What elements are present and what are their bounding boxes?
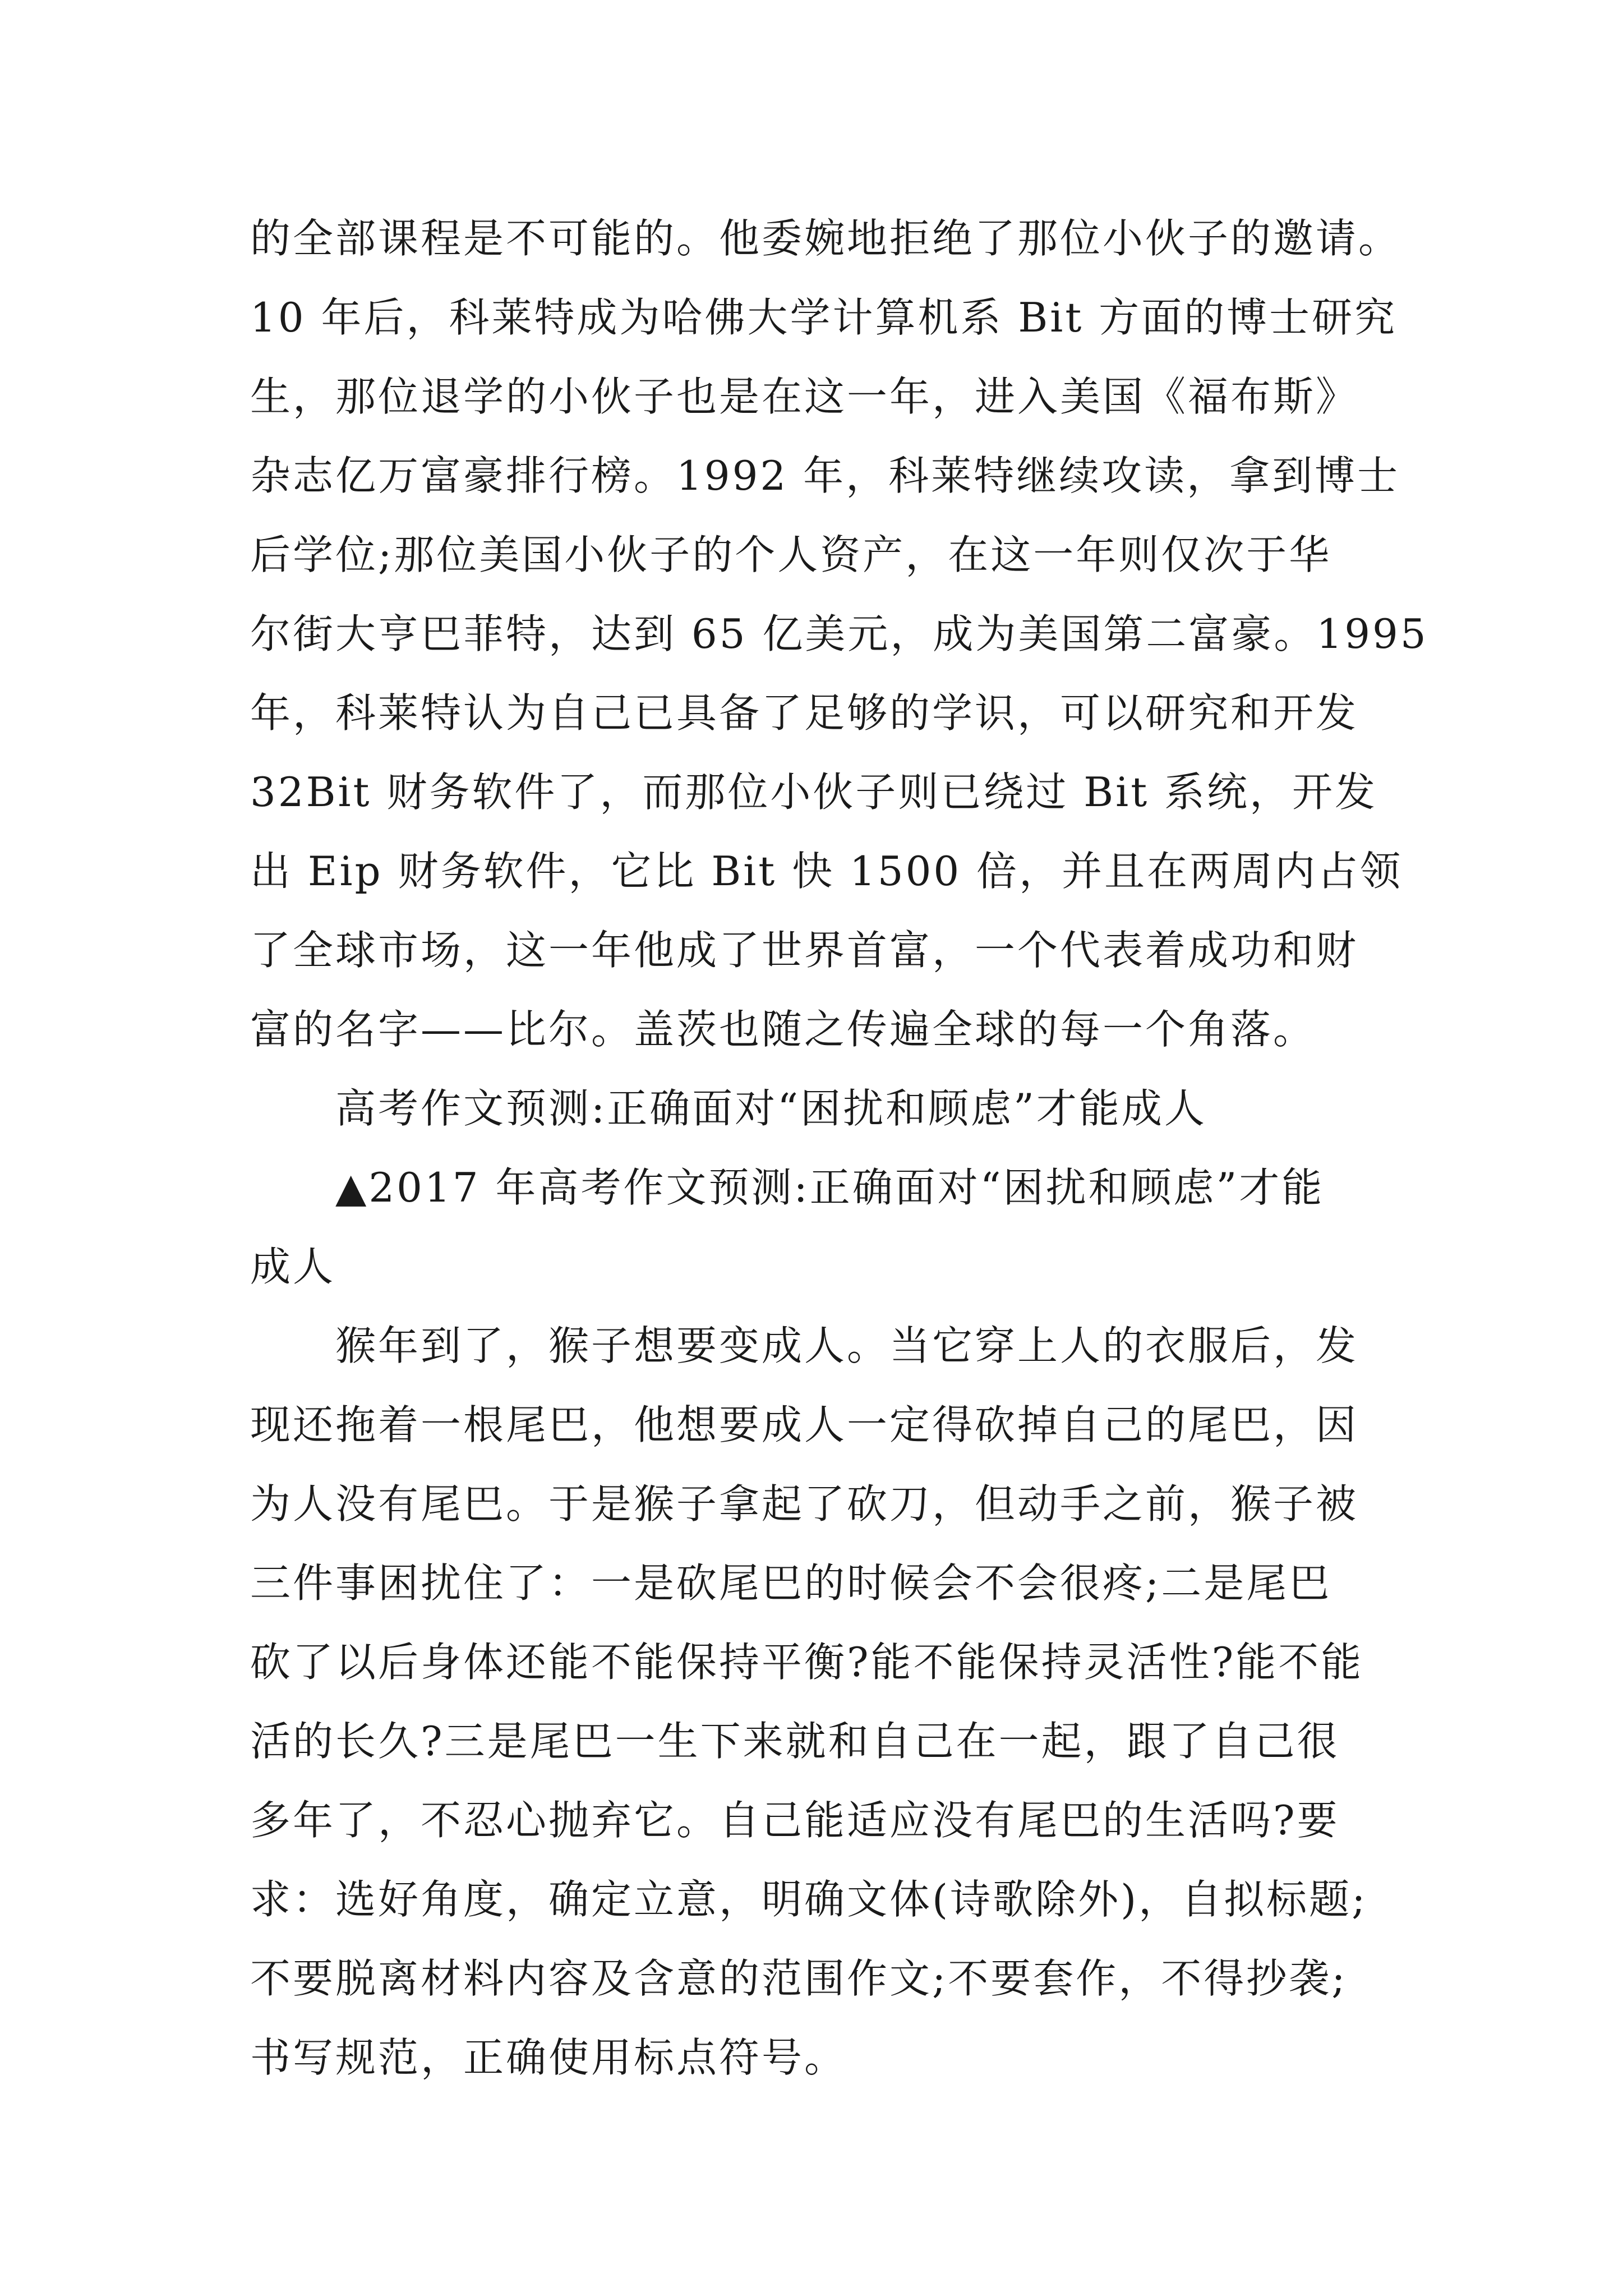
text-line: 10 年后，科莱特成为哈佛大学计算机系 Bit 方面的博士研究 [250,294,1398,341]
text-line: 后学位;那位美国小伙子的个人资产，在这一年则仅次于华 [250,531,1332,578]
text-line: 活的长久?三是尾巴一生下来就和自己在一起，跟了自己很 [250,1718,1340,1765]
text-line: 杂志亿万富豪排行榜。1992 年，科莱特继续攻读，拿到博士 [250,452,1400,499]
text-line: 现还拖着一根尾巴，他想要成人一定得砍掉自己的尾巴，因 [250,1401,1359,1448]
text-line: 不要脱离材料内容及含意的范围作文;不要套作，不得抄袭; [250,1955,1348,2002]
text-line: 多年了，不忍心抛弃它。自己能适应没有尾巴的生活吗?要 [250,1797,1340,1844]
section-subheading: ▲2017 年高考作文预测:正确面对“困扰和顾虑”才能 [335,1164,1325,1211]
text-line: 富的名字——比尔。盖茨也随之传遍全球的每一个角落。 [250,1006,1316,1053]
text-line: 成人 [250,1243,336,1290]
text-line: 32Bit 财务软件了，而那位小伙子则已绕过 Bit 系统，开发 [250,769,1378,816]
paragraph-start: 猴年到了，猴子想要变成人。当它穿上人的衣服后，发 [335,1322,1359,1369]
text-line: 求：选好角度，确定立意，明确文体(诗歌除外)，自拟标题; [250,1876,1368,1923]
text-line: 了全球市场，这一年他成了世界首富，一个代表着成功和财 [250,927,1359,974]
text-line: 书写规范，正确使用标点符号。 [250,2034,847,2081]
text-line: 三件事困扰住了：一是砍尾巴的时候会不会很疼;二是尾巴 [250,1559,1332,1607]
text-line: 尔街大亨巴菲特，达到 65 亿美元，成为美国第二富豪。1995 [250,610,1428,657]
text-line: 为人没有尾巴。于是猴子拿起了砍刀，但动手之前，猴子被 [250,1480,1359,1527]
text-line: 出 Eip 财务软件，它比 Bit 快 1500 倍，并且在两周内占领 [250,848,1403,895]
section-heading: 高考作文预测:正确面对“困扰和顾虑”才能成人 [335,1085,1207,1132]
text-line: 砍了以后身体还能不能保持平衡?能不能保持灵活性?能不能 [250,1639,1364,1686]
text-line: 的全部课程是不可能的。他委婉地拒绝了那位小伙子的邀请。 [250,215,1401,262]
text-line: 生，那位退学的小伙子也是在这一年，进入美国《福布斯》 [250,373,1359,420]
text-line: 年，科莱特认为自己已具备了足够的学识，可以研究和开发 [250,689,1359,737]
